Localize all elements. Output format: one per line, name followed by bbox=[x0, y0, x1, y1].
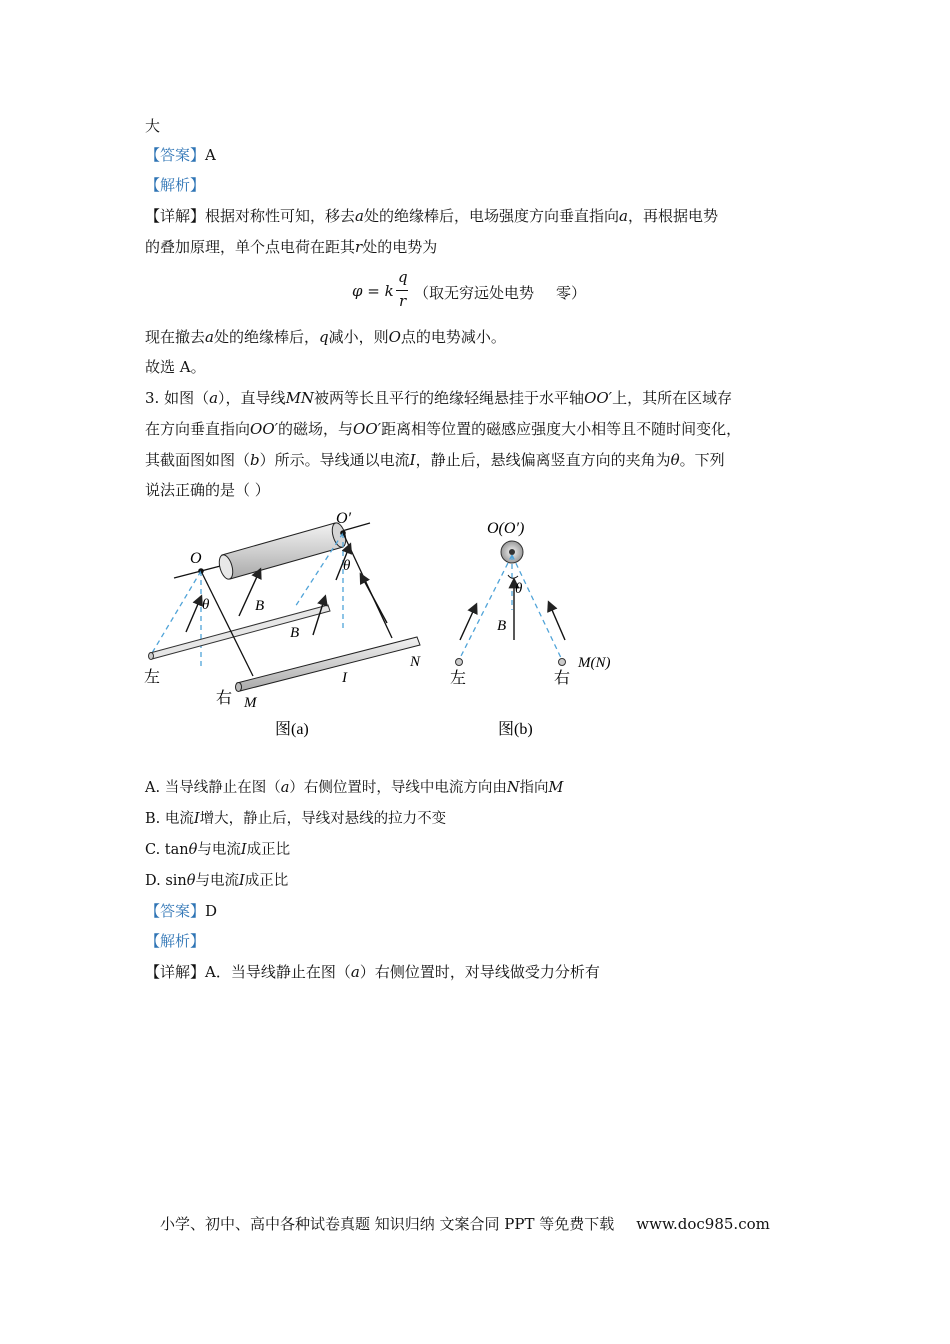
label-M-N: M(N) bbox=[578, 655, 611, 671]
var: a bbox=[619, 207, 628, 225]
label-right-a: 右 bbox=[216, 690, 233, 707]
wire-left bbox=[456, 659, 463, 666]
axis-dot bbox=[509, 549, 515, 555]
var: OO′ bbox=[353, 420, 382, 438]
text: 指向 bbox=[519, 780, 549, 796]
formula-numerator: q bbox=[398, 268, 408, 286]
answer-line bbox=[145, 145, 216, 165]
string-O-to-M bbox=[201, 571, 253, 676]
formula-denominator: r bbox=[399, 292, 407, 310]
text: 处的绝缘棒后，电场强度方向垂直指向 bbox=[363, 207, 619, 225]
text-tail: 大 bbox=[145, 117, 161, 135]
b-arrow-left bbox=[460, 605, 476, 640]
detail-tag: 【详解】 bbox=[145, 207, 206, 225]
label-B1: B bbox=[255, 598, 265, 614]
text: 在方向垂直指向 bbox=[145, 420, 251, 438]
text: 处的电势为 bbox=[362, 238, 438, 256]
question-line-2 bbox=[145, 419, 741, 439]
formula-note: （取无穷远处电势 bbox=[414, 284, 535, 302]
answer-tag: 【答案】 bbox=[145, 146, 206, 164]
label-theta-a: θ bbox=[202, 597, 210, 613]
text: 现在撤去 bbox=[145, 328, 206, 346]
label-O-O-prime: O(O′) bbox=[487, 520, 525, 537]
label-left-b: 左 bbox=[450, 670, 467, 687]
cylinder-body bbox=[222, 523, 343, 579]
label-right-b: 右 bbox=[554, 670, 571, 687]
caption-b: 图(b) bbox=[498, 721, 533, 738]
figure-a bbox=[140, 505, 440, 745]
text: ），直导线 bbox=[218, 389, 286, 407]
text: B. 电流 bbox=[145, 811, 194, 827]
string-O-prime-to-N bbox=[343, 533, 392, 638]
var: N bbox=[506, 780, 520, 796]
label-left-a: 左 bbox=[144, 669, 161, 686]
b-arrow-right bbox=[549, 603, 565, 640]
b-arrow-5 bbox=[361, 575, 387, 623]
var: q bbox=[318, 328, 329, 346]
answer2-line bbox=[145, 901, 217, 921]
footer-url[interactable]: www.doc985.com bbox=[636, 1215, 770, 1233]
detail2-tag: 【详解】 bbox=[145, 963, 206, 981]
label-theta-b: θ bbox=[515, 581, 523, 597]
analysis-line bbox=[145, 175, 205, 195]
var: OO′ bbox=[250, 420, 279, 438]
text: 成正比 bbox=[244, 873, 289, 889]
label-O-prime: O′ bbox=[336, 510, 352, 527]
option-B bbox=[145, 809, 446, 829]
angle-arc bbox=[508, 575, 518, 578]
text: A. 当导线静止在图（ bbox=[145, 780, 281, 796]
answer2-tag: 【答案】 bbox=[145, 902, 206, 920]
text: 距离相等位置的磁感应强度大小相等且不随时间变化， bbox=[381, 420, 742, 438]
var: a bbox=[280, 780, 290, 796]
b-arrow-3 bbox=[313, 597, 325, 635]
var: a bbox=[350, 963, 360, 981]
text: 增大，静止后，导线对悬线的拉力不变 bbox=[199, 811, 447, 827]
dashed-string-left-b bbox=[459, 555, 512, 660]
rod-left-end bbox=[149, 653, 154, 660]
text: 3. 如图（ bbox=[145, 389, 210, 407]
label-O: O bbox=[190, 550, 202, 567]
answer-value: A bbox=[205, 146, 216, 164]
text: ，静止后，悬线偏离竖直方向的夹角为 bbox=[415, 451, 671, 469]
text: 其截面图如图（ bbox=[145, 451, 251, 469]
option-C bbox=[145, 840, 290, 860]
wire-right bbox=[559, 659, 566, 666]
fraction-bar bbox=[396, 290, 408, 291]
var: I bbox=[240, 842, 247, 858]
figure-b bbox=[440, 505, 640, 745]
text: ，再根据电势 bbox=[627, 207, 718, 225]
dashed-string-right-b bbox=[512, 555, 562, 660]
text: 与电流 bbox=[195, 873, 239, 889]
choose-line: 故选 A。 bbox=[145, 358, 206, 376]
text: 点的电势减小。 bbox=[400, 328, 506, 346]
text: ）右侧位置时，对导线做受力分析有 bbox=[359, 963, 600, 981]
var: I bbox=[238, 873, 245, 889]
label-N: N bbox=[410, 654, 421, 670]
label-theta-a2: θ bbox=[343, 558, 351, 574]
var: I bbox=[409, 451, 416, 469]
text: 根据对称性可知，移去 bbox=[205, 207, 356, 225]
formula-note-end: 零） bbox=[556, 284, 587, 302]
text: D. sin bbox=[145, 873, 187, 889]
formula-lhs: φ = k bbox=[352, 282, 394, 300]
text: 上，其所在区域存 bbox=[612, 389, 733, 407]
analysis-tag: 【解析】 bbox=[145, 176, 206, 194]
text: A．当导线静止在图（ bbox=[205, 963, 351, 981]
text: 成正比 bbox=[246, 842, 291, 858]
text: ）所示。导线通以电流 bbox=[259, 451, 410, 469]
detail2-line bbox=[145, 962, 600, 982]
text: 处的绝缘棒后， bbox=[213, 328, 319, 346]
var: b bbox=[250, 451, 260, 469]
detail-line-1 bbox=[145, 206, 718, 226]
text: 减小，则 bbox=[328, 328, 389, 346]
var: θ bbox=[188, 842, 198, 858]
potential-formula bbox=[352, 270, 652, 314]
detail-line-2 bbox=[145, 237, 437, 257]
var: θ bbox=[670, 451, 680, 469]
var: r bbox=[355, 238, 363, 256]
footer-text: 小学、初中、高中各种试卷真题 知识归纳 文案合同 PPT 等免费下载 bbox=[160, 1215, 615, 1233]
label-I: I bbox=[342, 670, 347, 686]
var: θ bbox=[186, 873, 196, 889]
b-arrow-1 bbox=[186, 597, 201, 632]
label-M: M bbox=[244, 695, 257, 711]
var: OO′ bbox=[584, 389, 613, 407]
option-A bbox=[145, 778, 563, 798]
text: 的磁场，与 bbox=[278, 420, 354, 438]
var: MN bbox=[285, 389, 315, 407]
now-line bbox=[145, 327, 506, 347]
rod-MN-end bbox=[236, 683, 242, 692]
analysis2-line bbox=[145, 931, 205, 951]
question-line-4: 说法正确的是（ ） bbox=[145, 481, 270, 499]
var: a bbox=[205, 328, 214, 346]
question-line-3 bbox=[145, 450, 725, 470]
text: ）右侧位置时，导线中电流方向由 bbox=[289, 780, 507, 796]
option-D bbox=[145, 871, 288, 891]
text: 的叠加原理，单个点电荷在距其 bbox=[145, 238, 356, 256]
var: a bbox=[209, 389, 219, 407]
var: a bbox=[355, 207, 364, 225]
text: C. tan bbox=[145, 842, 189, 858]
label-B-b: B bbox=[497, 618, 507, 634]
answer2-value: D bbox=[205, 902, 218, 920]
caption-a: 图(a) bbox=[275, 721, 309, 738]
text: 与电流 bbox=[197, 842, 241, 858]
var: O bbox=[388, 328, 401, 346]
label-B2: B bbox=[290, 625, 300, 641]
dashed-string-left-O bbox=[152, 571, 201, 653]
var: I bbox=[193, 811, 200, 827]
page-footer bbox=[160, 1213, 770, 1234]
var: M bbox=[548, 780, 564, 796]
analysis2-tag: 【解析】 bbox=[145, 932, 206, 950]
question-line-1 bbox=[145, 388, 732, 408]
rod-MN bbox=[237, 637, 420, 691]
text: 被两等长且平行的绝缘轻绳悬挂于水平轴 bbox=[314, 389, 585, 407]
text: 。下列 bbox=[679, 451, 725, 469]
